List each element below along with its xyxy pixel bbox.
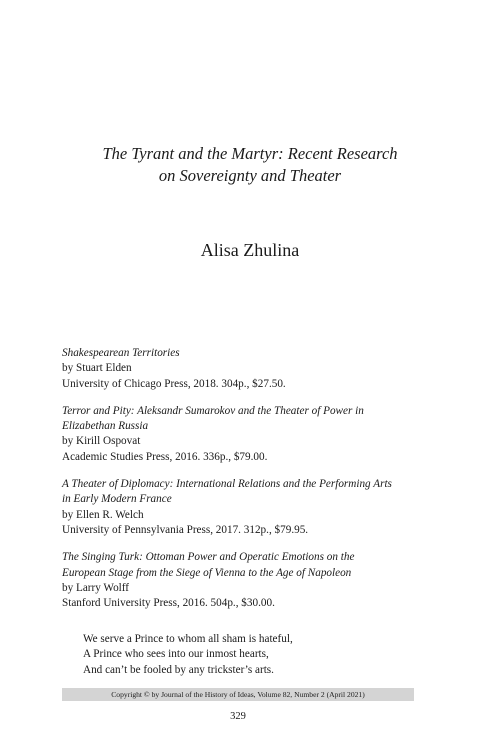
book-title (62, 477, 442, 508)
book-title-line: A Theater of Diplomacy: International Relations and the Performing Arts (62, 478, 392, 491)
book-author: by Larry Wolff (62, 581, 130, 594)
book-title (62, 404, 442, 435)
article-title-line: The Tyrant and the Martyr: Recent Research (102, 144, 398, 163)
book-title-line: Terror and Pity: Aleksandr Sumarokov and the Theater of Power in (62, 404, 364, 417)
book-title-line: Elizabethan Russia (62, 420, 149, 433)
page-number: 329 (230, 711, 246, 722)
book-title-line: The Singing Turk: Ottoman Power and Operatic Emotions on the (62, 551, 355, 564)
book-title (62, 346, 442, 361)
epigraph-line: We serve a Prince to whom all sham is hateful, (83, 633, 293, 645)
book-publisher: University of Chicago Press, 2018. 304p., $27.50. (62, 377, 286, 390)
book-author: by Stuart Elden (62, 362, 132, 375)
book-entry (62, 550, 442, 611)
book-title-line: in Early Modern France (62, 493, 172, 506)
book-title (62, 550, 442, 581)
book-title-line: European Stage from the Siege of Vienna to the Age of Napoleon (62, 566, 352, 579)
book-author: by Kirill Ospovat (62, 435, 141, 448)
article-title-line: on Sovereignty and Theater (158, 166, 342, 185)
epigraph (83, 632, 293, 678)
book-publisher: University of Pennsylvania Press, 2017. 312p., $79.95. (62, 523, 309, 536)
article-title (40, 143, 460, 187)
book-publisher: Academic Studies Press, 2016. 336p., $79.00. (62, 450, 268, 463)
book-author: by Ellen R. Welch (62, 508, 144, 521)
book-entry (62, 477, 442, 538)
copyright-banner: Copyright © by Journal of the History of Ideas, Volume 82, Number 2 (April 2021) (62, 688, 414, 701)
book-title-line: Shakespearean Territories (62, 347, 180, 359)
book-entry (62, 404, 442, 465)
book-entry (62, 346, 442, 392)
book-publisher: Stanford University Press, 2016. 504p., $30.00. (62, 597, 275, 610)
article-author: Alisa Zhulina (200, 240, 300, 260)
epigraph-line: And can’t be fooled by any trickster’s arts. (83, 663, 274, 676)
reviewed-books-list (62, 346, 442, 623)
epigraph-line: A Prince who sees into our inmost hearts, (83, 648, 269, 661)
